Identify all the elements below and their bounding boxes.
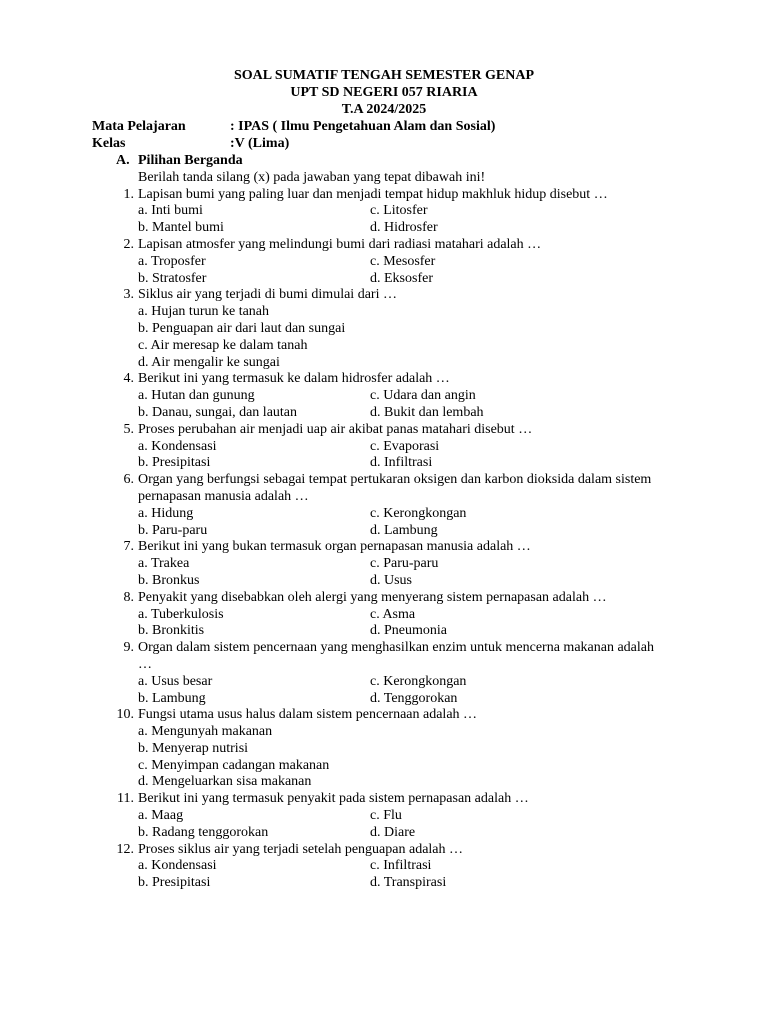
- question-text: Proses perubahan air menjadi uap air akibat panas matahari disebut …: [138, 421, 533, 437]
- option-c[interactable]: c. Litosfer: [370, 203, 428, 219]
- question-1: [0, 187, 768, 237]
- option-a[interactable]: a. Troposfer: [138, 253, 206, 269]
- question-number: 1.: [123, 186, 134, 202]
- instruction-text: Berilah tanda silang (x) pada jawaban yang tepat dibawah ini!: [138, 169, 486, 185]
- option-c[interactable]: c. Air meresap ke dalam tanah: [138, 337, 308, 353]
- option-b[interactable]: b. Bronkus: [138, 572, 200, 588]
- question-7: [0, 539, 768, 589]
- option-d[interactable]: d. Tenggorokan: [370, 690, 458, 706]
- question-number: 2.: [123, 236, 134, 252]
- option-d[interactable]: d. Hidrosfer: [370, 220, 438, 236]
- option-a[interactable]: a. Tuberkulosis: [138, 606, 224, 622]
- option-c[interactable]: c. Asma: [370, 606, 416, 622]
- option-d[interactable]: d. Usus: [370, 572, 413, 588]
- option-b[interactable]: b. Danau, sungai, dan lautan: [138, 404, 298, 420]
- question-9: [0, 640, 768, 707]
- question-text: Proses siklus air yang terjadi setelah penguapan adalah …: [138, 841, 464, 857]
- option-d[interactable]: d. Infiltrasi: [370, 455, 433, 471]
- section-heading: [0, 153, 768, 170]
- subject-value: : IPAS ( Ilmu Pengetahuan Alam dan Sosial): [230, 119, 496, 134]
- question-text: Berikut ini yang termasuk ke dalam hidrosfer adalah …: [138, 371, 450, 387]
- question-12: [0, 842, 768, 892]
- question-number: 10.: [116, 707, 134, 723]
- question-number: 12.: [116, 841, 134, 857]
- question-text: Organ dalam sistem pencernaan yang menghasilkan enzim untuk mencerna makanan adalah …: [138, 640, 654, 672]
- question-6: [0, 472, 768, 539]
- question-number: 7.: [123, 539, 134, 555]
- option-c[interactable]: c. Paru-paru: [370, 556, 439, 572]
- question-text: Lapisan bumi yang paling luar dan menjadi tempat hidup makhluk hidup disebut …: [138, 186, 608, 202]
- question-number: 11.: [117, 791, 134, 807]
- question-number: 9.: [123, 640, 134, 656]
- question-text: Berikut ini yang termasuk penyakit pada sistem pernapasan adalah …: [138, 791, 529, 807]
- question-number: 3.: [123, 287, 134, 303]
- question-text: Penyakit yang disebabkan oleh alergi yang menyerang sistem pernapasan adalah …: [138, 589, 607, 605]
- class-value: :V (Lima): [230, 135, 290, 151]
- option-b[interactable]: b. Presipitasi: [138, 875, 211, 891]
- option-a[interactable]: a. Kondensasi: [138, 858, 217, 874]
- class-label: Kelas: [92, 135, 126, 151]
- option-a[interactable]: a. Mengunyah makanan: [138, 724, 273, 740]
- option-a[interactable]: a. Usus besar: [138, 673, 213, 689]
- option-b[interactable]: b. Paru-paru: [138, 522, 208, 538]
- option-b[interactable]: b. Radang tenggorokan: [138, 824, 269, 840]
- option-b[interactable]: b. Mantel bumi: [138, 220, 224, 236]
- option-c[interactable]: c. Kerongkongan: [370, 505, 467, 521]
- option-c[interactable]: c. Evaporasi: [370, 438, 440, 454]
- subject-row: [92, 119, 495, 136]
- option-a[interactable]: a. Hujan turun ke tanah: [138, 304, 270, 320]
- question-11: [0, 791, 768, 841]
- subject-label: Mata Pelajaran: [92, 119, 186, 134]
- question-text: Fungsi utama usus halus dalam sistem pencernaan adalah …: [138, 707, 478, 723]
- option-d[interactable]: d. Pneumonia: [370, 623, 447, 639]
- option-c[interactable]: c. Flu: [370, 808, 402, 824]
- option-a[interactable]: a. Trakea: [138, 556, 190, 572]
- option-d[interactable]: d. Bukit dan lembah: [370, 404, 484, 420]
- academic-year: T.A 2024/2025: [341, 101, 427, 117]
- question-text: Siklus air yang terjadi di bumi dimulai dari …: [138, 287, 397, 303]
- option-d[interactable]: d. Diare: [370, 824, 416, 840]
- question-number: 5.: [123, 421, 134, 437]
- option-b[interactable]: b. Bronkitis: [138, 623, 205, 639]
- option-b[interactable]: b. Presipitasi: [138, 455, 211, 471]
- option-b[interactable]: b. Stratosfer: [138, 270, 207, 286]
- option-d[interactable]: d. Mengeluarkan sisa makanan: [138, 774, 312, 790]
- section-multiple-choice: [0, 153, 768, 892]
- option-b[interactable]: b. Lambung: [138, 690, 206, 706]
- exam-header: [0, 68, 768, 118]
- question-number: 6.: [123, 472, 134, 488]
- section-title: Pilihan Berganda: [138, 153, 243, 168]
- school-name: UPT SD NEGERI 057 RIARIA: [290, 84, 478, 100]
- option-a[interactable]: a. Maag: [138, 808, 184, 824]
- option-a[interactable]: a. Hutan dan gunung: [138, 388, 255, 404]
- question-text: Berikut ini yang bukan termasuk organ pernapasan manusia adalah …: [138, 539, 531, 555]
- option-a[interactable]: a. Inti bumi: [138, 203, 203, 219]
- question-4: [0, 371, 768, 421]
- section-letter: A.: [116, 153, 130, 168]
- question-2: [0, 237, 768, 287]
- question-8: [0, 590, 768, 640]
- option-c[interactable]: c. Udara dan angin: [370, 388, 476, 404]
- question-3: [0, 287, 768, 371]
- option-d[interactable]: d. Air mengalir ke sungai: [138, 354, 280, 370]
- question-number: 8.: [123, 589, 134, 605]
- exam-title: SOAL SUMATIF TENGAH SEMESTER GENAP: [233, 68, 535, 83]
- question-10: [0, 707, 768, 791]
- option-b[interactable]: b. Penguapan air dari laut dan sungai: [138, 320, 346, 336]
- question-5: [0, 422, 768, 472]
- option-d[interactable]: d. Eksosfer: [370, 270, 433, 286]
- option-a[interactable]: a. Kondensasi: [138, 438, 217, 454]
- exam-meta: [92, 119, 495, 153]
- option-a[interactable]: a. Hidung: [138, 505, 194, 521]
- option-c[interactable]: c. Mesosfer: [370, 253, 436, 269]
- option-b[interactable]: b. Menyerap nutrisi: [138, 740, 249, 756]
- question-number: 4.: [123, 371, 134, 387]
- question-text: Lapisan atmosfer yang melindungi bumi dari radiasi matahari adalah …: [138, 236, 542, 252]
- option-c[interactable]: c. Kerongkongan: [370, 673, 467, 689]
- option-c[interactable]: c. Infiltrasi: [370, 858, 432, 874]
- option-d[interactable]: d. Transpirasi: [370, 875, 447, 891]
- class-row: [92, 136, 495, 153]
- question-text: Organ yang berfungsi sebagai tempat pertukaran oksigen dan karbon dioksida dalam sistem pernapasan manusia adalah …: [138, 472, 652, 504]
- option-d[interactable]: d. Lambung: [370, 522, 438, 538]
- option-c[interactable]: c. Menyimpan cadangan makanan: [138, 757, 330, 773]
